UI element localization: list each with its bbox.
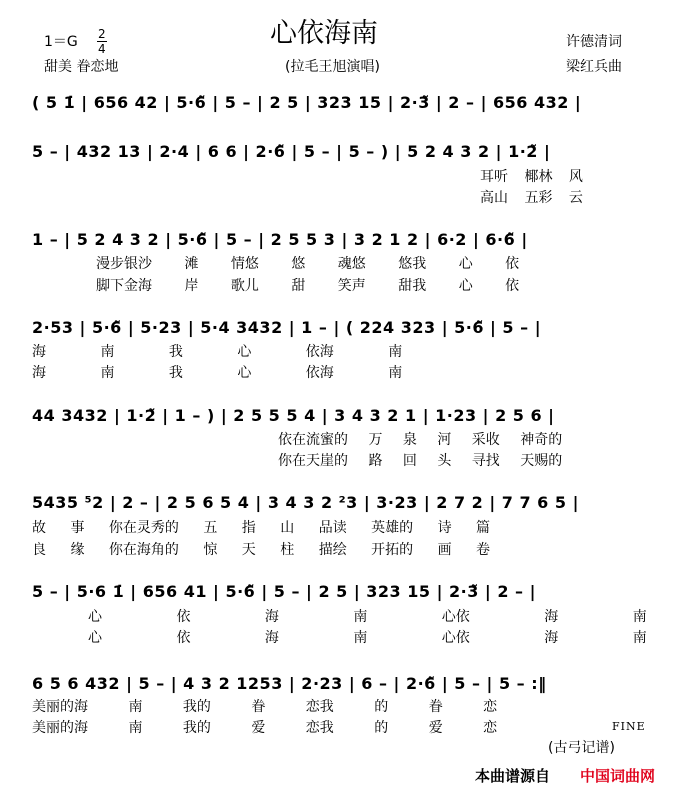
fine-marking: FINE [612, 720, 646, 733]
lyric-line-6-verse-2: 良 缘 你在海角的 惊 天 柱 描绘 开拓的 画 卷 [32, 542, 491, 558]
lyric-line-8-verse-2: 美丽的海 南 我的 爱 恋我 的 爱 恋 [32, 720, 498, 736]
lyric-line-7-verse-1: 心 依 海 南 心依 海 南 [88, 609, 647, 625]
time-signature-bottom: 4 [98, 42, 106, 56]
key-signature: 1＝G [44, 34, 78, 50]
lyric-line-4-verse-2: 海 南 我 心 依海 南 [32, 365, 403, 381]
notation-line-5: 44 3432 | 1·2̃ | 1 – ) | 2 5 5 5 4 | 3 4 3 2 1 | 1·23 | 2 5 6 | [32, 406, 555, 425]
site-name-link[interactable]: 中国词曲网 [580, 767, 656, 785]
lyric-line-2-verse-2: 高山 五彩 云 [480, 190, 583, 206]
lyric-line-5-verse-2: 你在天崖的 路 回 头 寻找 天赐的 [278, 453, 563, 469]
notation-line-2: 5 – | 432 13 | 2·4 | 6 6 | 2·6̃ | 5 – | 5 – ) | 5 2 4 3 2 | 1·2̃ | [32, 142, 551, 161]
lyricist: 许德清词 [566, 34, 622, 50]
lyric-line-4-verse-1: 海 南 我 心 依海 南 [32, 344, 403, 360]
notation-line-3: 1 – | 5 2 4 3 2 | 5·6̃ | 5 – | 2 5 5 3 | 3 2 1 2 | 6·2 | 6·6̃ | [32, 230, 528, 249]
lyric-line-5-verse-1: 依在流蜜的 万 泉 河 采收 神奇的 [278, 432, 563, 448]
notation-line-1: ( 5 1̇ | 656 42 | 5·6̃ | 5 – | 2 5 | 323 15 | 2·3̃ | 2 – | 656 432 | [32, 93, 582, 112]
notation-line-8: 6 5 6 432 | 5 – | 4 3 2 1253 | 2·23 | 6 – | 2·6̃ | 5 – | 5 – :‖ [32, 674, 547, 693]
singer: (拉毛王旭演唱) [285, 59, 380, 75]
song-title: 心依海南 [270, 18, 378, 49]
lyric-line-7-verse-2: 心 依 海 南 心依 海 南 [88, 630, 647, 646]
notation-line-6: 5435 ⁵2 | 2 – | 2 5 6 5 4 | 3 4 3 2 ²3 | 3·23 | 2 7 2 | 7 7 6 5 | [32, 493, 579, 512]
tempo-marking: 甜美 眷恋地 [44, 59, 119, 75]
lyric-line-2-verse-1: 耳听 椰林 风 [480, 169, 583, 185]
lyric-line-3-verse-1: 漫步银沙 滩 情悠 悠 魂悠 悠我 心 依 [96, 256, 520, 272]
lyric-line-6-verse-1: 故 事 你在灵秀的 五 指 山 品读 英雄的 诗 篇 [32, 520, 491, 536]
composer: 梁红兵曲 [566, 59, 622, 75]
lyric-line-8-verse-1: 美丽的海 南 我的 眷 恋我 的 眷 恋 [32, 699, 498, 715]
notation-credit: (古弓记谱) [548, 740, 615, 756]
source-label: 本曲谱源自 [475, 767, 551, 785]
time-signature-top: 2 [98, 27, 106, 41]
notation-line-4: 2·53 | 5·6̃ | 5·23 | 5·4 3432 | 1 – | ( 224 323 | 5·6̃ | 5 – | [32, 318, 542, 337]
notation-line-7: 5 – | 5·6 1̇ | 656 41 | 5·6̃ | 5 – | 2 5 | 323 15 | 2·3̃ | 2 – | [32, 582, 536, 601]
lyric-line-3-verse-2: 脚下金海 岸 歌儿 甜 笑声 甜我 心 依 [96, 278, 520, 294]
